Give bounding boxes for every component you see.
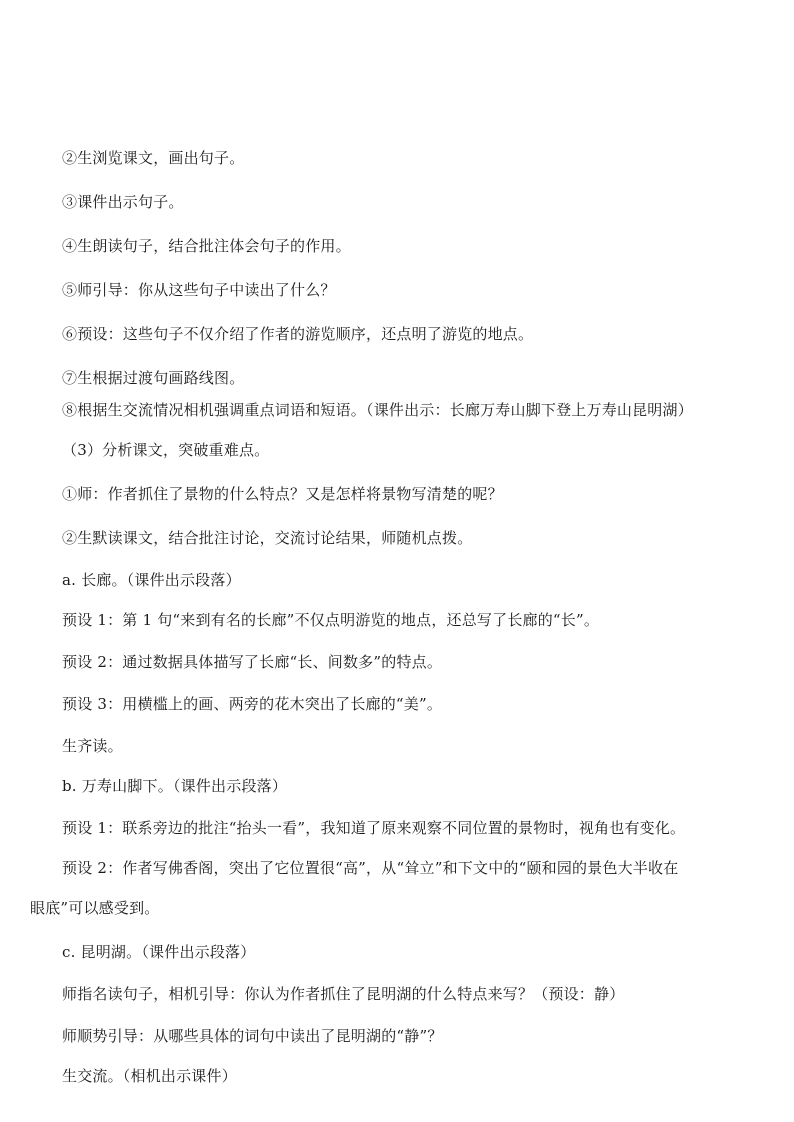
- text-line-3: ④生朗读句子，结合批注体会句子的作用。: [62, 237, 351, 255]
- text-line-6: ⑦生根据过渡句画路线图。: [62, 369, 245, 387]
- text-line-21: 师指名读句子，相机引导：你认为作者抓住了昆明湖的什么特点来写？（预设：静）: [62, 985, 625, 1003]
- text-line-4: ⑤师引导：你从这些句子中读出了什么？: [62, 281, 336, 299]
- text-line-17: 预设 1：联系旁边的批注“抬头一看”，我知道了原来观察不同位置的景物时，视角也有变化。: [62, 819, 686, 837]
- text-line-11: a. 长廊。（课件出示段落）: [62, 571, 241, 589]
- text-line-1: ②生浏览课文，画出句子。: [62, 149, 245, 167]
- text-line-2: ③课件出示句子。: [62, 193, 184, 211]
- text-line-7: ⑧根据生交流情况相机强调重点词语和短语。（课件出示：长廊万寿山脚下登上万寿山昆明湖）: [62, 401, 693, 419]
- text-line-22: 师顺势引导：从哪些具体的词句中读出了昆明湖的“静”？: [62, 1027, 443, 1045]
- text-line-19: 眼底”可以感受到。: [30, 899, 160, 917]
- text-line-9: ①师：作者抓住了景物的什么特点？又是怎样将景物写清楚的呢？: [62, 485, 503, 503]
- text-line-12: 预设 1：第 1 句“来到有名的长廊”不仅点明游览的地点，还总写了长廊的“长”。: [62, 611, 600, 629]
- text-line-8: （3）分析课文，突破重难点。: [62, 441, 270, 459]
- text-line-13: 预设 2：通过数据具体描写了长廊“长、间数多”的特点。: [62, 653, 443, 671]
- text-line-14: 预设 3：用横槛上的画、两旁的花木突出了长廊的“美”。: [62, 695, 443, 713]
- text-line-5: ⑥预设：这些句子不仅介绍了作者的游览顺序，还点明了游览的地点。: [62, 325, 534, 343]
- text-line-20: c. 昆明湖。（课件出示段落）: [62, 943, 256, 961]
- text-line-23: 生交流。（相机出示课件）: [62, 1067, 237, 1085]
- text-line-16: b. 万寿山脚下。（课件出示段落）: [62, 777, 288, 795]
- text-line-15: 生齐读。: [62, 737, 123, 755]
- text-line-10: ②生默读课文，结合批注讨论，交流讨论结果，师随机点拨。: [62, 529, 473, 547]
- text-line-18: 预设 2：作者写佛香阁，突出了它位置很“高”，从“耸立”和下文中的“颐和园的景色大半收在: [62, 859, 679, 877]
